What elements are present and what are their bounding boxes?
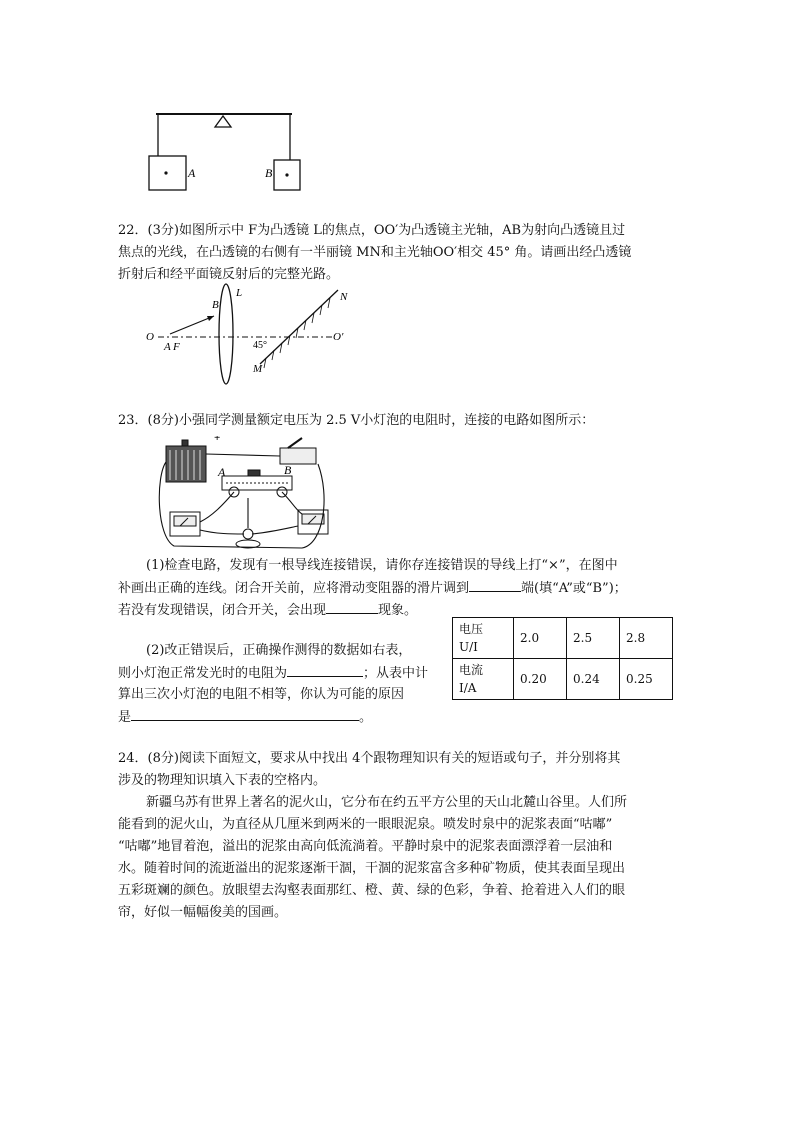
answer-blank-rheostat-end[interactable] xyxy=(469,577,521,592)
q22-line3: 折射后和经平面镜反射后的完整光路。 xyxy=(118,267,340,282)
table-cell: 2.5 xyxy=(567,618,620,659)
q23-p2-line4: 是 。 xyxy=(118,706,438,729)
table-cell: 0.25 xyxy=(620,659,673,700)
q24-line1: 24．(8分)阅读下面短文，要求从中找出 4个跟物理知识有关的短语或句子，并分别将其 xyxy=(118,751,621,766)
q22-line2: 焦点的光线，在凸透镜的右侧有一半丽镜 MN和主光轴OO′相交 45° 角。请画出经凸透镜 xyxy=(118,245,632,260)
q24-para-line: 新疆乌苏有世界上著名的泥火山，它分布在约五平方公里的天山北麓山谷里。人们所 xyxy=(146,795,628,810)
current-header: 电流 I/A xyxy=(453,659,514,700)
label-o: O xyxy=(146,331,154,343)
q23-p2-line1: (2)改正错误后，正确操作测得的数据如右表， xyxy=(146,643,412,658)
rheostat-end-b: B xyxy=(284,463,292,477)
table-cell: 0.20 xyxy=(514,659,567,700)
voltage-header: 电压 U/I xyxy=(453,618,514,659)
q24-para-line: 能看到的泥火山，为直径从几厘米到两米的一眼眼泥泉。喷发时泉中的泥浆表面“咕嘟” xyxy=(118,817,613,832)
angle-label: 45° xyxy=(253,340,267,351)
switch xyxy=(280,438,316,464)
rheostat-end-a: A xyxy=(218,465,226,479)
table-row xyxy=(453,618,673,659)
plus-sign: + xyxy=(214,436,221,444)
answer-blank-phenomenon[interactable] xyxy=(326,599,378,614)
q24-line2: 涉及的物理知识填入下表的空格内。 xyxy=(118,773,327,788)
q24-para-line: “咕嘟”地冒着泡，溢出的泥浆由高向低流淌着。平静时泉中的泥浆表面漂浮着一层油和 xyxy=(118,839,613,854)
q23-p2-line2: 则小灯泡正常发光时的电阻为 ；从表中计 xyxy=(118,662,438,685)
label-f: F xyxy=(173,341,180,353)
block-a-label: A xyxy=(188,166,196,180)
circuit-figure xyxy=(152,436,332,554)
measurement-table xyxy=(452,617,673,700)
answer-blank-reason[interactable] xyxy=(131,706,359,721)
label-l: L xyxy=(236,287,243,299)
q23-p1-line1: (1)检查电路，发现有一根导线连接错误，请你存连接错误的导线上打“×”，在图中 xyxy=(146,558,618,573)
balance-figure xyxy=(140,100,310,195)
label-a: A xyxy=(164,341,171,353)
q24-para-line: 水。随着时间的流逝溢出的泥浆逐渐干涸，干涸的泥浆富含多种矿物质，使其表面呈现出 xyxy=(118,861,626,876)
answer-blank-resistance[interactable] xyxy=(287,662,363,677)
q23-p1-line2: 补画出正确的连线。闭合开关前，应将滑动变阻器的滑片调到 端(填“A”或“B”)； xyxy=(118,577,678,600)
block-b-label: B xyxy=(265,166,273,180)
table-row xyxy=(453,659,673,700)
q24-para-line: 五彩斑斓的颜色。放眼望去沟壑表面那红、橙、黄、绿的色彩，争着、抢着进入人们的眼 xyxy=(118,883,626,898)
q24-para-line: 帘，好似一幅幅俊美的国画。 xyxy=(118,905,288,920)
voltmeter xyxy=(170,512,200,536)
q23-p2-line3: 算出三次小灯泡的电阻不相等，你认为可能的原因 xyxy=(118,687,405,702)
label-o-prime: O′ xyxy=(333,331,344,343)
table-cell: 2.8 xyxy=(620,618,673,659)
bulb xyxy=(236,529,260,548)
label-n: N xyxy=(340,291,348,303)
lens-figure xyxy=(140,282,360,392)
table-cell: 2.0 xyxy=(514,618,567,659)
q23-intro: 23．(8分)小强同学测量额定电压为 2.5 V小灯泡的电阻时，连接的电路如图所示： xyxy=(118,413,595,428)
label-b: B xyxy=(212,299,219,311)
table-cell: 0.24 xyxy=(567,659,620,700)
label-m: M xyxy=(253,363,263,375)
q22-line1: 22．(3分)如图所示中 F为凸透镜 L的焦点，OO′为凸透镜主光轴，AB为射向凸透镜且过 xyxy=(118,223,626,238)
battery xyxy=(166,440,206,482)
q23-p1-line3: 若没有发现错误，闭合开关，会出现 现象。 xyxy=(118,599,678,622)
